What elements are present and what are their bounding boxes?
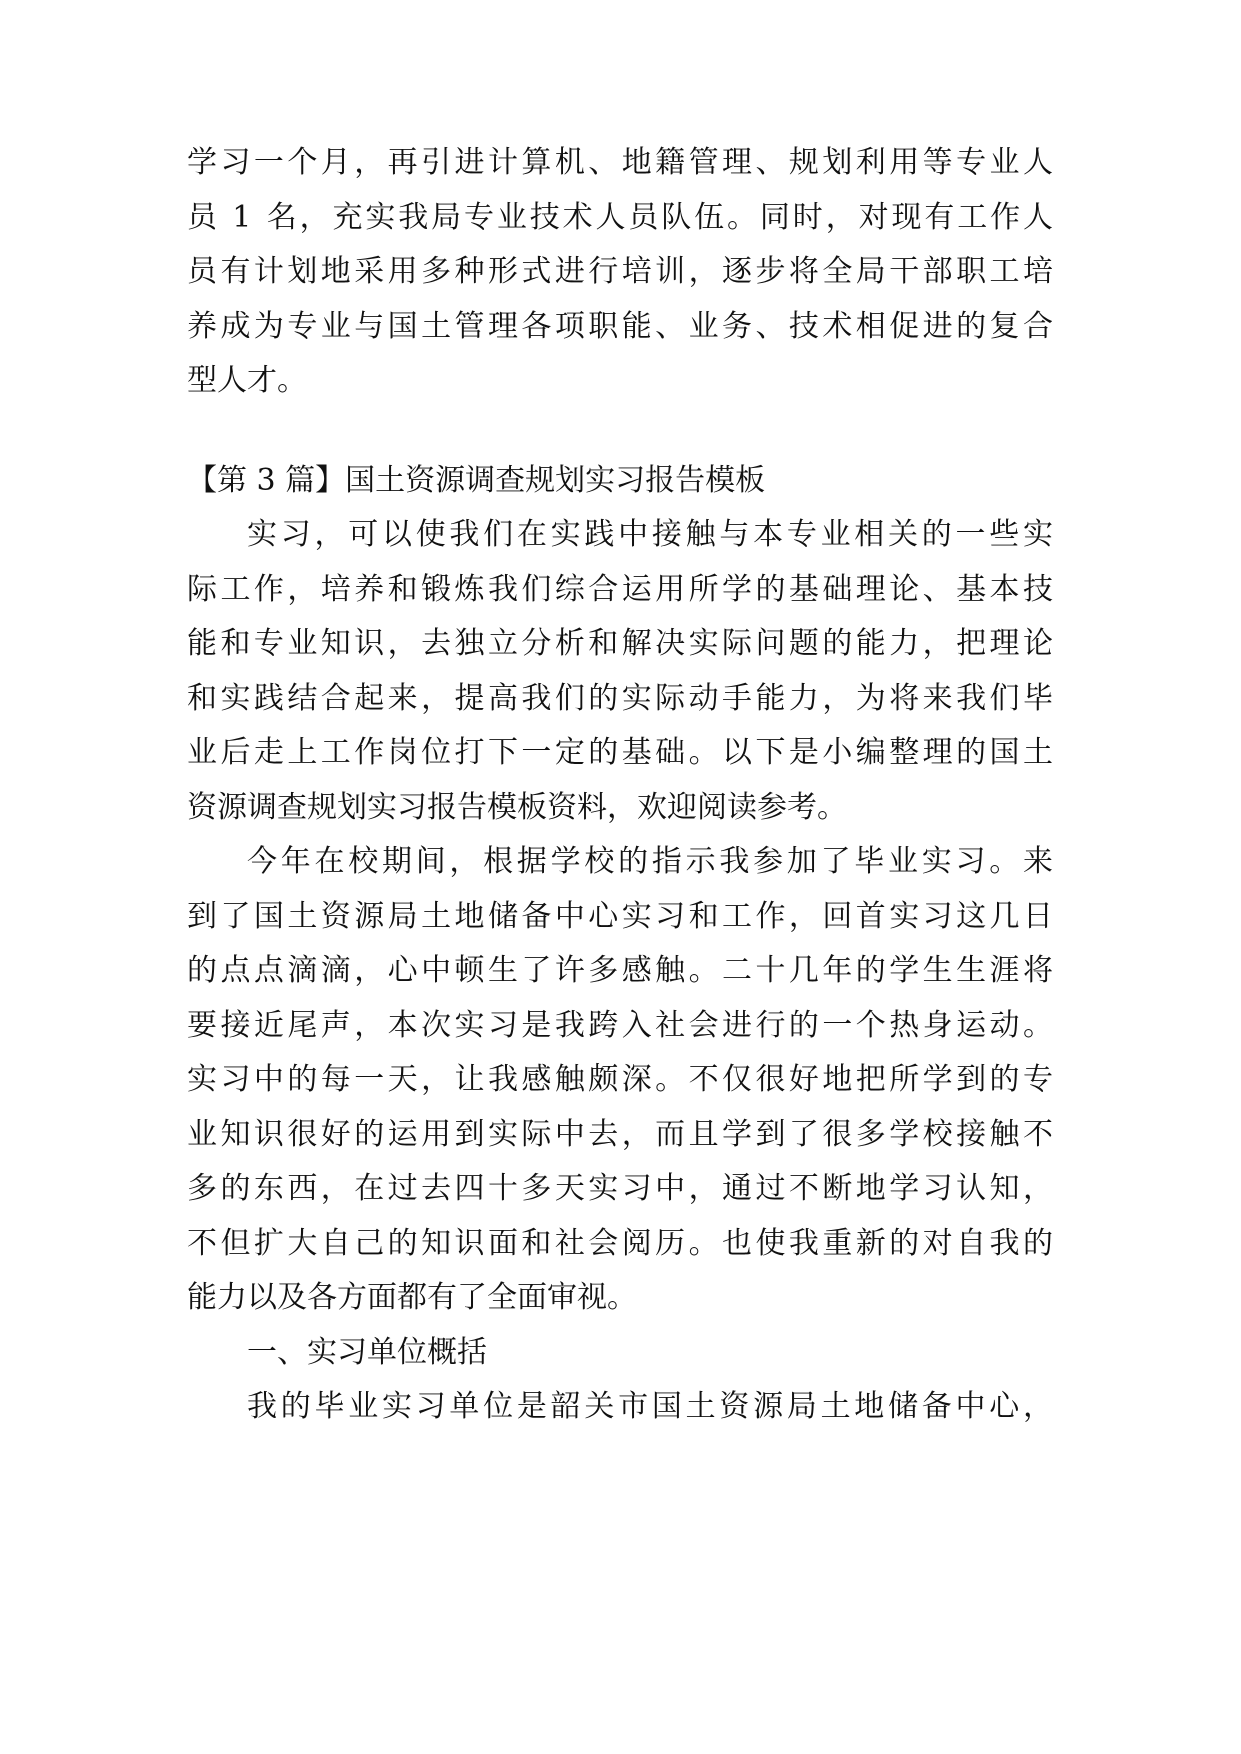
line-text: 际工作，培养和锻炼我们综合运用所学的基础理论、基本技 — [187, 571, 1057, 607]
line-text: 的点点滴滴，心中顿生了许多感触。二十几年的学生生涯将 — [187, 953, 1057, 988]
paragraph-line — [187, 245, 1057, 300]
paragraph-line — [187, 1053, 1057, 1108]
line-text: 学习一个月，再引进计算机、地籍管理、规划利用等专业人 — [187, 145, 1057, 180]
paragraph-line — [187, 890, 1057, 945]
document-body — [187, 136, 1057, 1435]
line-text: 多的东西，在过去四十多天实习中，通过不断地学习认知， — [187, 1171, 1057, 1206]
line-text: 业知识很好的运用到实际中去，而且学到了很多学校接触不 — [187, 1116, 1057, 1152]
paragraph-line — [187, 726, 1057, 781]
line-text: 型人才。 — [187, 363, 307, 398]
paragraph-line — [187, 508, 1057, 563]
paragraph-line — [187, 617, 1057, 672]
paragraph-line — [187, 1108, 1057, 1163]
line-text: 今年在校期间，根据学校的指示我参加了毕业实习。来 — [247, 844, 1057, 879]
paragraph-line — [187, 1380, 1057, 1435]
section-heading — [187, 454, 1053, 509]
line-text: 和实践结合起来，提高我们的实际动手能力，为将来我们毕 — [187, 680, 1057, 716]
paragraph-gap — [187, 409, 1053, 454]
line-text: 能力以及各方面都有了全面审视。 — [187, 1280, 637, 1315]
line-text: 不但扩大自己的知识面和社会阅历。也使我重新的对自我的 — [187, 1225, 1057, 1261]
paragraph-line — [187, 1217, 1057, 1272]
line-text: 员有计划地采用多种形式进行培训，逐步将全局干部职工培 — [187, 254, 1057, 289]
line-text: 能和专业知识，去独立分析和解决实际问题的能力，把理论 — [187, 626, 1057, 661]
line-text: 到了国土资源局土地储备中心实习和工作，回首实习这几日 — [187, 898, 1057, 934]
line-text: 实习中的每一天，让我感触颇深。不仅很好地把所学到的专 — [187, 1062, 1057, 1097]
paragraph-line — [187, 1271, 1053, 1326]
subheading — [187, 1326, 1053, 1381]
line-text: 实习，可以使我们在实践中接触与本专业相关的一些实 — [247, 517, 1057, 552]
paragraph-line — [187, 300, 1057, 355]
line-text: 养成为专业与国土管理各项职能、业务、技术相促进的复合 — [187, 308, 1057, 344]
line-text: 我的毕业实习单位是韶关市国土资源局土地储备中心， — [247, 1389, 1057, 1424]
paragraph-line — [187, 1162, 1057, 1217]
paragraph-line — [187, 563, 1057, 618]
paragraph-line — [187, 672, 1057, 727]
paragraph-line — [187, 191, 1056, 246]
section-heading-text: 【第 3 篇】国土资源调查规划实习报告模板 — [187, 462, 766, 498]
line-text: 要接近尾声，本次实习是我跨入社会进行的一个热身运动。 — [187, 1007, 1057, 1043]
paragraph-line — [187, 944, 1057, 999]
paragraph-line — [187, 781, 1053, 836]
line-text: 员 1 名，充实我局专业技术人员队伍。同时，对现有工作人 — [187, 199, 1056, 235]
paragraph-line — [187, 136, 1057, 191]
paragraph-line — [187, 999, 1057, 1054]
paragraph-line — [187, 835, 1057, 890]
line-text: 资源调查规划实习报告模板资料，欢迎阅读参考。 — [187, 789, 847, 825]
line-text: 业后走上工作岗位打下一定的基础。以下是小编整理的国土 — [187, 735, 1057, 770]
subheading-text: 一、实习单位概括 — [247, 1334, 487, 1370]
paragraph-line — [187, 354, 1053, 409]
